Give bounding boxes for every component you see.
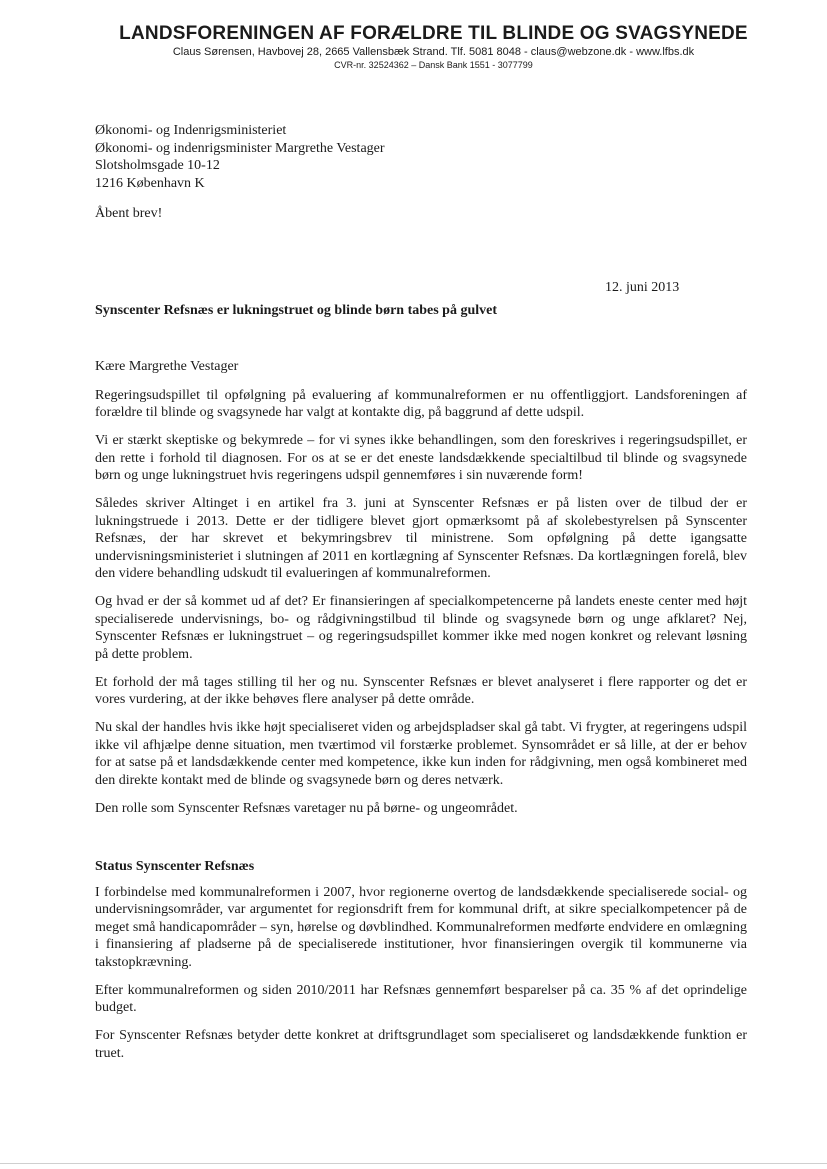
body-paragraph: Et forhold der må tages stilling til her og nu. Synscenter Refsnæs er blevet analyseret i flere rapporter og det er vores vurdering, at der ikke behøves flere analyser på dette område. — [95, 674, 747, 707]
body-paragraph: Vi er stærkt skeptiske og bekymrede – for vi synes ikke behandlingen, som den foreskrives i regeringsudspillet, er den rette i forhold til diagnosen. For os at se er det eneste landsdækkende specialtilbud til blinde og svagsynede børn og unge lukningstruet hvis regeringens udspil gennemføres i sin nuværende form! — [95, 433, 747, 483]
letter-body — [95, 358, 747, 1073]
organization-contact: Claus Sørensen, Havbovej 28, 2665 Vallensbæk Strand. Tlf. 5081 8048 - claus@webzone.dk - www.lfbs.dk — [172, 46, 695, 58]
letter-subject: Synscenter Refsnæs er lukningstruet og blinde børn tabes på gulvet — [95, 303, 498, 318]
recipient-line: 1216 København K — [95, 175, 205, 191]
recipient-line: Slotsholmsgade 10-12 — [95, 158, 220, 173]
section-heading: Status Synscenter Refsnæs — [95, 859, 255, 874]
open-letter-label: Åbent brev! — [95, 206, 163, 221]
recipient-line: Økonomi- og Indenrigsministeriet — [95, 123, 287, 138]
section-paragraph: Efter kommunalreformen og siden 2010/2011 har Refsnæs gennemført besparelser på ca. 35 % af det oprindelige budget. — [95, 982, 747, 1015]
letter-date: 12. juni 2013 — [605, 280, 680, 295]
body-paragraph: Nu skal der handles hvis ikke højt specialiseret viden og arbejdspladser skal gå tabt. Vi frygter, at regeringens udspil ikke vil afhjælpe denne situation, men tværtimod vil forstærke problemet. Synsområdet er så lille, at der er behov for at satse på et landsdækkende center med kompetence, ikke kun inden for rådgivning, men også kombineret med den direkte kontakt med de blinde og svagsynede børn og deres netværk. — [95, 720, 747, 788]
salutation: Kære Margrethe Vestager — [95, 359, 239, 374]
body-paragraph: Og hvad er der så kommet ud af det? Er finansieringen af specialkompetencerne på landets eneste center med højt specialiserede undervisnings, bo- og rådgivningstilbud til blinde og svagsynede børn og unge afklaret? Nej, Synscenter Refsnæs er lukningstruet – og regeringsudspillet kommer ikke med nogen konkret og relevant løsning på dette problem. — [95, 594, 747, 662]
body-paragraph: Den rolle som Synscenter Refsnæs varetager nu på børne- og ungeområdet. — [95, 800, 518, 816]
body-paragraph: Således skriver Altinget i en artikel fra 3. juni at Synscenter Refsnæs er på listen over de tilbud der er lukningstruede i 2013. Dette er der tidligere blevet gjort opmærksomt på af skolebestyrelsen på Synscenter Refsnæs, der har skrevet et bekymringsbrev til ministrene. Som opfølgning på dette igangsatte undervisningsministeriet i slutningen af 2011 en kortlægning af Synscenter Refsnæs. Da kortlægningen forelå, blev den videre behandling udskudt til evalueringen af kommunalreformen. — [95, 496, 747, 581]
organization-name: LANDSFORENINGEN AF FORÆLDRE TIL BLINDE OG SVAGSYNEDE — [119, 23, 748, 44]
letterhead — [0, 22, 827, 71]
recipient-line: Økonomi- og indenrigsminister Margrethe Vestager — [95, 140, 385, 156]
organization-cvr: CVR-nr. 32524362 – Dansk Bank 1551 - 3077799 — [334, 60, 533, 70]
recipient-address — [95, 122, 385, 192]
section-paragraph: For Synscenter Refsnæs betyder dette konkret at driftsgrundlaget som specialiseret og landsdækkende funktion er truet. — [95, 1028, 747, 1061]
body-paragraph: Regeringsudspillet til opfølgning på evaluering af kommunalreformen er nu offentliggjort. Landsforeningen af forældre til blinde og svagsynede har valgt at kontakte dig, på baggrund af dette udspil. — [95, 387, 747, 420]
section-paragraph: I forbindelse med kommunalreformen i 2007, hvor regionerne overtog de landsdækkende specialiserede social- og undervisningsområder, var argumentet for regionsdrift frem for kommunal drift, at sikre specialkompetencer på de meget små handicapområder – syn, hørelse og døvblindhed. Kommunalreformen medførte endvidere en omlægning i finansiering af pladserne på de specialiserede institutioner, hvor finansieringen overgik til kommunerne via takstopkrævning. — [95, 884, 747, 970]
scan-edge-divider — [0, 1163, 827, 1164]
